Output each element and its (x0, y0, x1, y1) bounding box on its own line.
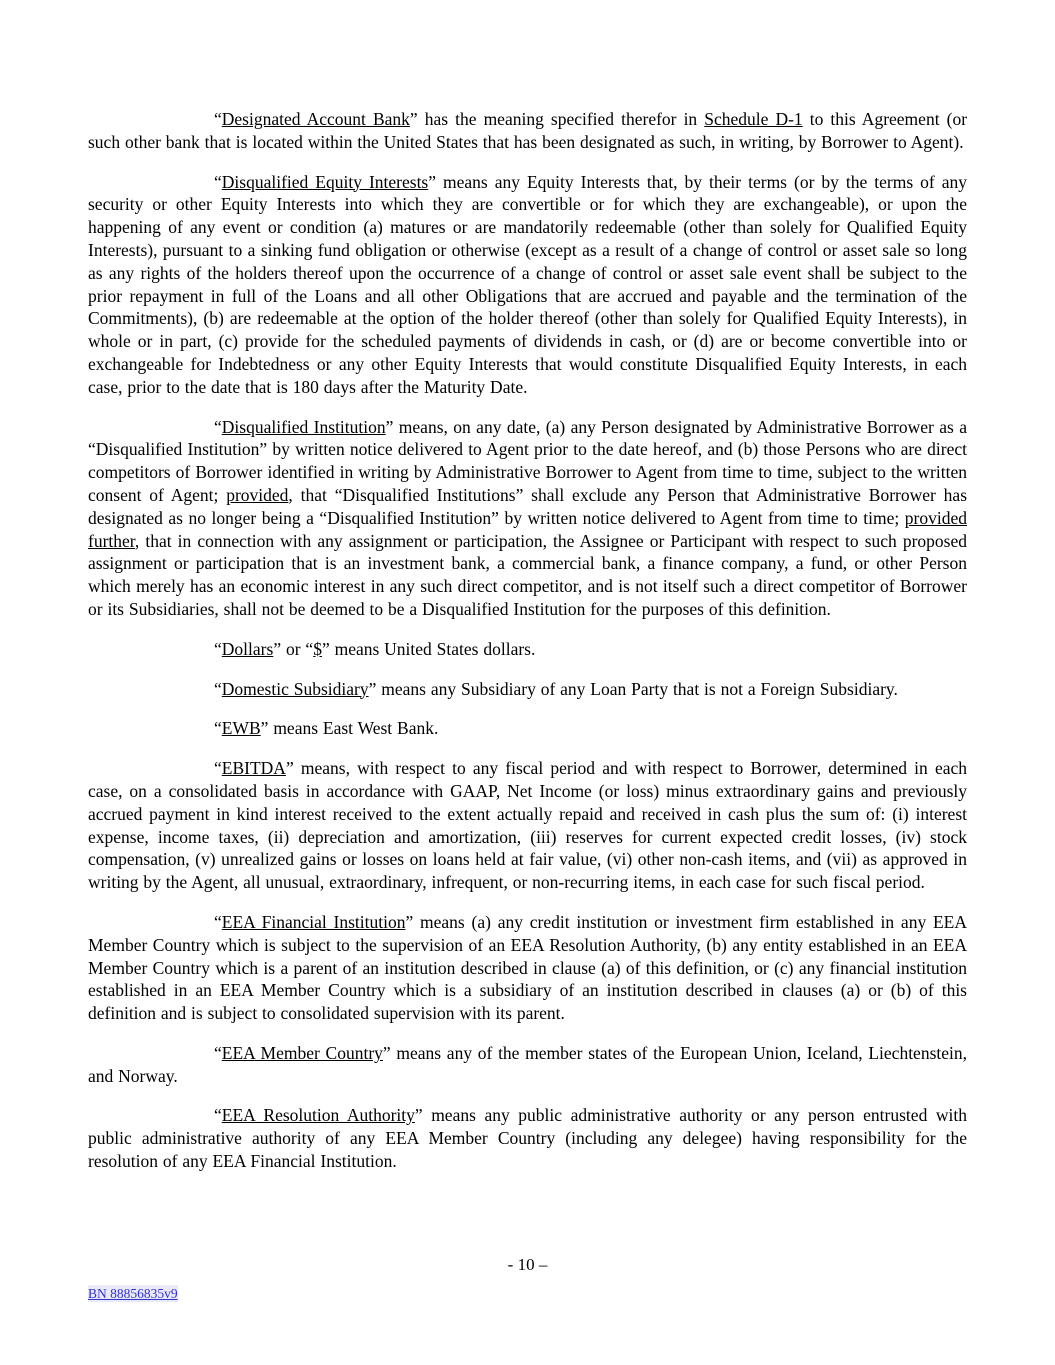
defined-term: Domestic Subsidiary (221, 678, 369, 699)
text-run: ” or “ (273, 638, 314, 659)
defined-term: Designated Account Bank (221, 109, 410, 129)
text-run: “ (214, 171, 222, 192)
defined-term: EEA Resolution Authority (221, 1105, 415, 1126)
definition-eea-member-country (88, 1042, 967, 1088)
defined-term: EEA Financial Institution (221, 911, 406, 932)
definition-ewb (88, 717, 967, 740)
text-run: , that “Disqualified Institutions” shall exclude any Person that Administrative Borrower has designated as no longer being a “Disqualified Institution” by written notice delivered to Agent from time to time; (88, 484, 968, 528)
defined-term: Dollars (221, 638, 274, 659)
text-run: ” means, with respect to any fiscal period and with respect to Borrower, determined in each case, on a consolidated basis in accordance with GAAP, Net Income (or loss) minus extraordinary gains and previously accrued payment in kind interest received to the extent actually repaid and received in cash plus the sum of: (i) interest expense, income taxes, (ii) depreciation and amortization, (iii) reserves for current expected credit losses, (iv) stock compensation, (v) unrealized gains or losses on loans held at fair value, (vi) other non-cash items, and (vii) as approved in writing by the Agent, all unusual, extraordinary, infrequent, or non-recurring items, in each case for such fiscal period. (88, 758, 967, 893)
defined-term: Schedule D-1 (704, 109, 803, 129)
definition-ebitda (88, 757, 967, 894)
text-run: “ (214, 911, 222, 932)
text-run: ” means East West Bank. (260, 718, 439, 739)
text-run: ” means United States dollars. (321, 638, 536, 659)
text-run: “ (214, 718, 222, 739)
definition-domestic-subsidiary (88, 678, 967, 701)
definition-designated-account-bank (88, 108, 967, 154)
definition-dollars (88, 638, 967, 661)
text-run: “ (214, 1042, 222, 1063)
definition-disqualified-equity-interests (88, 171, 967, 399)
text-run: ” means any public administrative authority or any person entrusted with public administrative authority of any EEA Member Country (including any delegee) having responsibility for the resolution of any EEA Financial Institution. (88, 1105, 967, 1172)
text-run: “ (214, 1105, 222, 1126)
defined-term: EEA Member Country (221, 1042, 383, 1063)
text-run: to this Agreement (or such other bank that is located within the United States that has been designated as such, in writing, by Borrower to Agent). (88, 109, 968, 152)
defined-term: $ (313, 638, 322, 659)
text-run: “ (214, 109, 222, 129)
definition-eea-financial-institution (88, 911, 967, 1025)
document-body (88, 108, 967, 1173)
text-run: “ (214, 638, 222, 659)
text-run: ” means any Equity Interests that, by their terms (or by the terms of any security or other Equity Interests into which they are convertible or for which they are exchangeable), or upon the happening of any event or condition (a) matures or are mandatorily redeemable (other than solely for Qualified Equity Interests), pursuant to a sinking fund obligation or otherwise (except as a result of a change of control or asset sale so long as any rights of the holders thereof upon the occurrence of a change of control or asset sale event shall be subject to the prior repayment in full of the Loans and all other Obligations that are accrued and payable and the termination of the Commitments), (b) are redeemable at the option of the holder thereof (other than solely for Qualified Equity Interests), in whole or in part, (c) provide for the scheduled payments of dividends in cash, or (d) are or become convertible into or exchangeable for Indebtedness or any other Equity Interests that would constitute Disqualified Equity Interests, in each case, prior to the date that is 180 days after the Maturity Date. (88, 171, 968, 397)
text-run: “ (214, 678, 222, 699)
text-run: “ (214, 416, 222, 437)
defined-term: EBITDA (221, 758, 286, 779)
definition-disqualified-institution (88, 416, 967, 621)
text-run: ” has the meaning specified therefor in (409, 109, 705, 129)
definition-eea-resolution-authority (88, 1104, 967, 1172)
doc-id-link[interactable]: BN 88856835v9 (88, 1286, 178, 1301)
defined-term: Disqualified Equity Interests (221, 171, 429, 192)
defined-term: EWB (221, 718, 261, 739)
defined-term: Disqualified Institution (221, 416, 386, 437)
defined-term: provided (904, 507, 967, 528)
text-run: , that in connection with any assignment or participation, the Assignee or Participant with respect to such proposed assignment or participation that is an investment bank, a commercial bank, a finance company, a fund, or other Person which merely has an economic interest in any such direct competitor, and is not itself such a direct competitor of Borrower or its Subsidiaries, shall not be deemed to be a Disqualified Institution for the purposes of this definition. (88, 530, 967, 619)
text-run: ” means any of the member states of the European Union, Iceland, Liechtenstein, and Norway. (88, 1042, 967, 1086)
defined-term: provided (226, 484, 289, 505)
text-run: ” means, on any date, (a) any Person designated by Administrative Borrower as a “Disqualified Institution” by written notice delivered to Agent prior to the date hereof, and (b) those Persons who are direct competitors of Borrower identified in writing by Administrative Borrower to Agent from time to time, subject to the written consent of Agent; (88, 416, 967, 505)
text-run: ” means (a) any credit institution or investment firm established in any EEA Member Country which is subject to the supervision of an EEA Resolution Authority, (b) any entity established in an EEA Member Country which is a parent of an institution described in clause (a) of this definition, or (c) any financial institution established in an EEA Member Country which is a subsidiary of an institution described in clauses (a) or (b) of this definition and is subject to consolidated supervision with its parent. (88, 911, 967, 1024)
page-number: - 10 – (507, 1255, 548, 1274)
defined-term: further (88, 530, 135, 551)
text-run: ” means any Subsidiary of any Loan Party that is not a Foreign Subsidiary. (368, 678, 898, 699)
text-run: “ (214, 758, 222, 779)
